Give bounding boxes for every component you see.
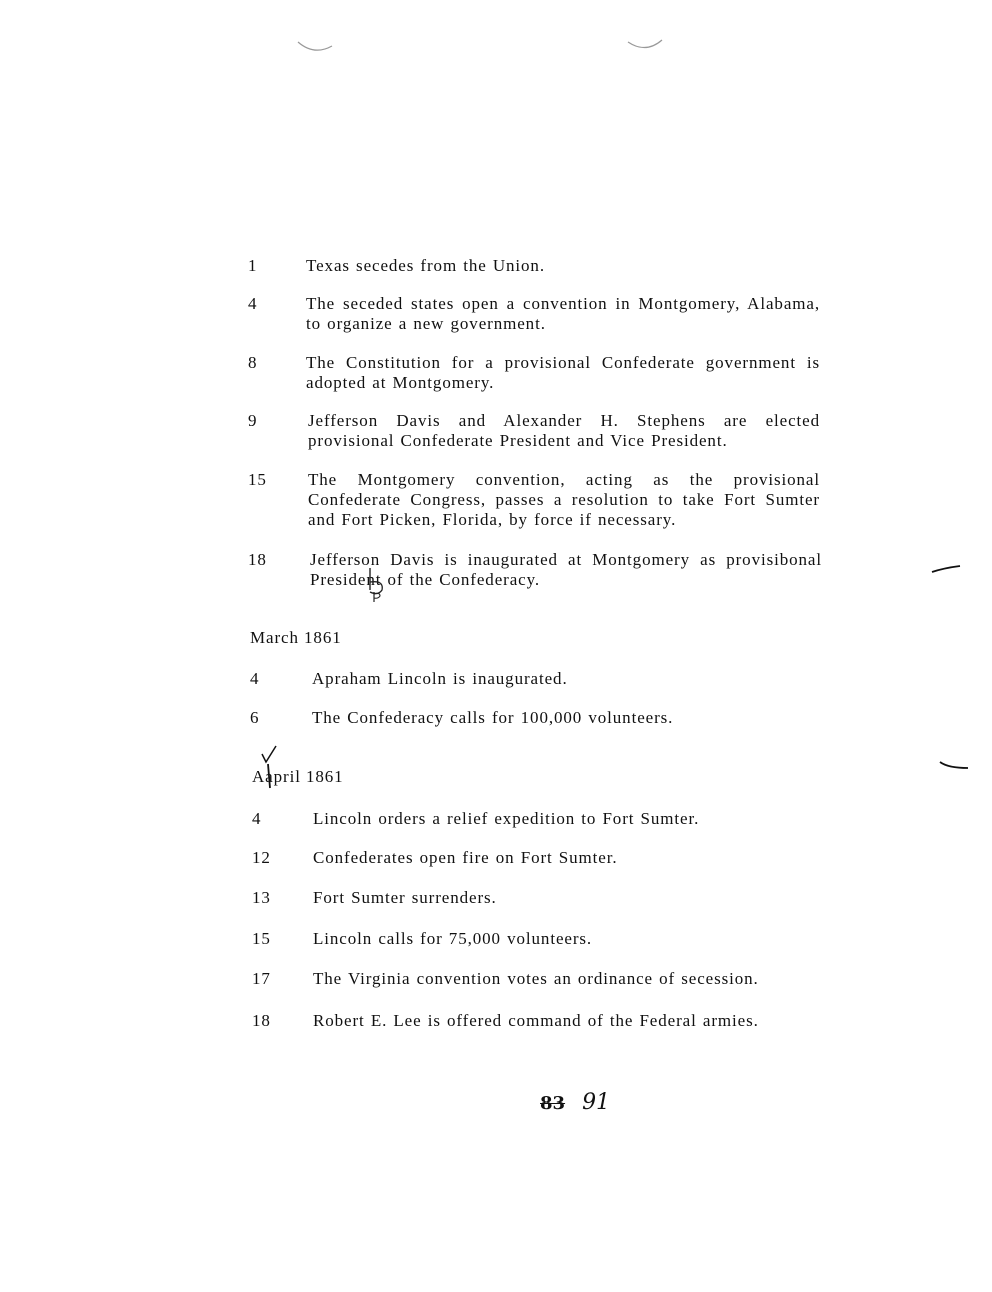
timeline-entry — [248, 411, 828, 451]
timeline-entry — [252, 969, 832, 989]
timeline-entry — [248, 470, 828, 530]
entry-text: Jefferson Davis and Alexander H. Stephens are elected provisional Confederate President and Vice President. — [308, 411, 820, 450]
page-number — [540, 1090, 610, 1115]
month-heading-march: March 1861 — [250, 628, 342, 647]
margin-dash-mark — [938, 758, 970, 774]
entry-day: 13 — [252, 888, 271, 907]
binder-hole-mark-right — [626, 36, 666, 56]
timeline-entry — [248, 550, 828, 590]
entry-text: The Constitution for a provisional Confederate government is adopted at Montgomery. — [306, 353, 820, 392]
entry-day: 17 — [252, 969, 271, 988]
entry-text: Texas secedes from the Union. — [306, 256, 545, 275]
binder-hole-mark-left — [296, 38, 336, 58]
timeline-entry — [252, 1011, 832, 1031]
entry-text: The Virginia convention votes an ordinance of secession. — [313, 969, 759, 988]
entry-text: Jefferson Davis is inaugurated at Montgomery as provisibonal President of the Confederacy. — [310, 550, 822, 589]
timeline-entry — [248, 294, 828, 334]
handwritten-correction-mark — [364, 566, 392, 604]
entry-day: 18 — [252, 1011, 271, 1030]
entry-day: 4 — [248, 294, 258, 313]
timeline-entry — [252, 848, 832, 868]
entry-text: Fort Sumter surrenders. — [313, 888, 497, 907]
margin-dash-mark — [930, 562, 962, 576]
month-heading-april: Aapril 1861 — [252, 767, 344, 786]
entry-text: Confederates open fire on Fort Sumter. — [313, 848, 618, 867]
entry-text: Lincoln calls for 75,000 volunteers. — [313, 929, 593, 948]
entry-text: The Confederacy calls for 100,000 volunteers. — [312, 708, 674, 727]
entry-day: 8 — [248, 353, 258, 372]
entry-text: The seceded states open a convention in Montgomery, Alabama, to organize a new government. — [306, 294, 820, 333]
entry-day: 18 — [248, 550, 267, 569]
timeline-entry — [250, 708, 830, 728]
entry-text: The Montgomery convention, acting as the provisional Confederate Congress, passes a resolution to take Fort Sumter and Fort Picken, Florida, by force if necessary. — [308, 470, 820, 529]
entry-day: 9 — [248, 411, 258, 430]
timeline-entry — [252, 929, 832, 949]
entry-day: 4 — [250, 669, 260, 688]
page-number-struck: 83 — [540, 1093, 566, 1114]
timeline-entry — [248, 256, 828, 276]
timeline-entry — [248, 353, 828, 393]
checkmark-icon — [258, 744, 282, 792]
timeline-entry — [252, 888, 832, 908]
entry-text: Apraham Lincoln is inaugurated. — [312, 669, 568, 688]
entry-day: 12 — [252, 848, 271, 867]
timeline-entry — [250, 669, 830, 689]
page-number-handwritten: 91 — [582, 1090, 611, 1115]
entry-day: 15 — [248, 470, 267, 489]
entry-text: Robert E. Lee is offered command of the Federal armies. — [313, 1011, 759, 1030]
entry-day: 1 — [248, 256, 258, 275]
entry-day: 6 — [250, 708, 260, 727]
entry-day: 15 — [252, 929, 271, 948]
entry-text: Lincoln orders a relief expedition to Fort Sumter. — [313, 809, 700, 828]
entry-day: 4 — [252, 809, 262, 828]
timeline-entry — [252, 809, 832, 829]
